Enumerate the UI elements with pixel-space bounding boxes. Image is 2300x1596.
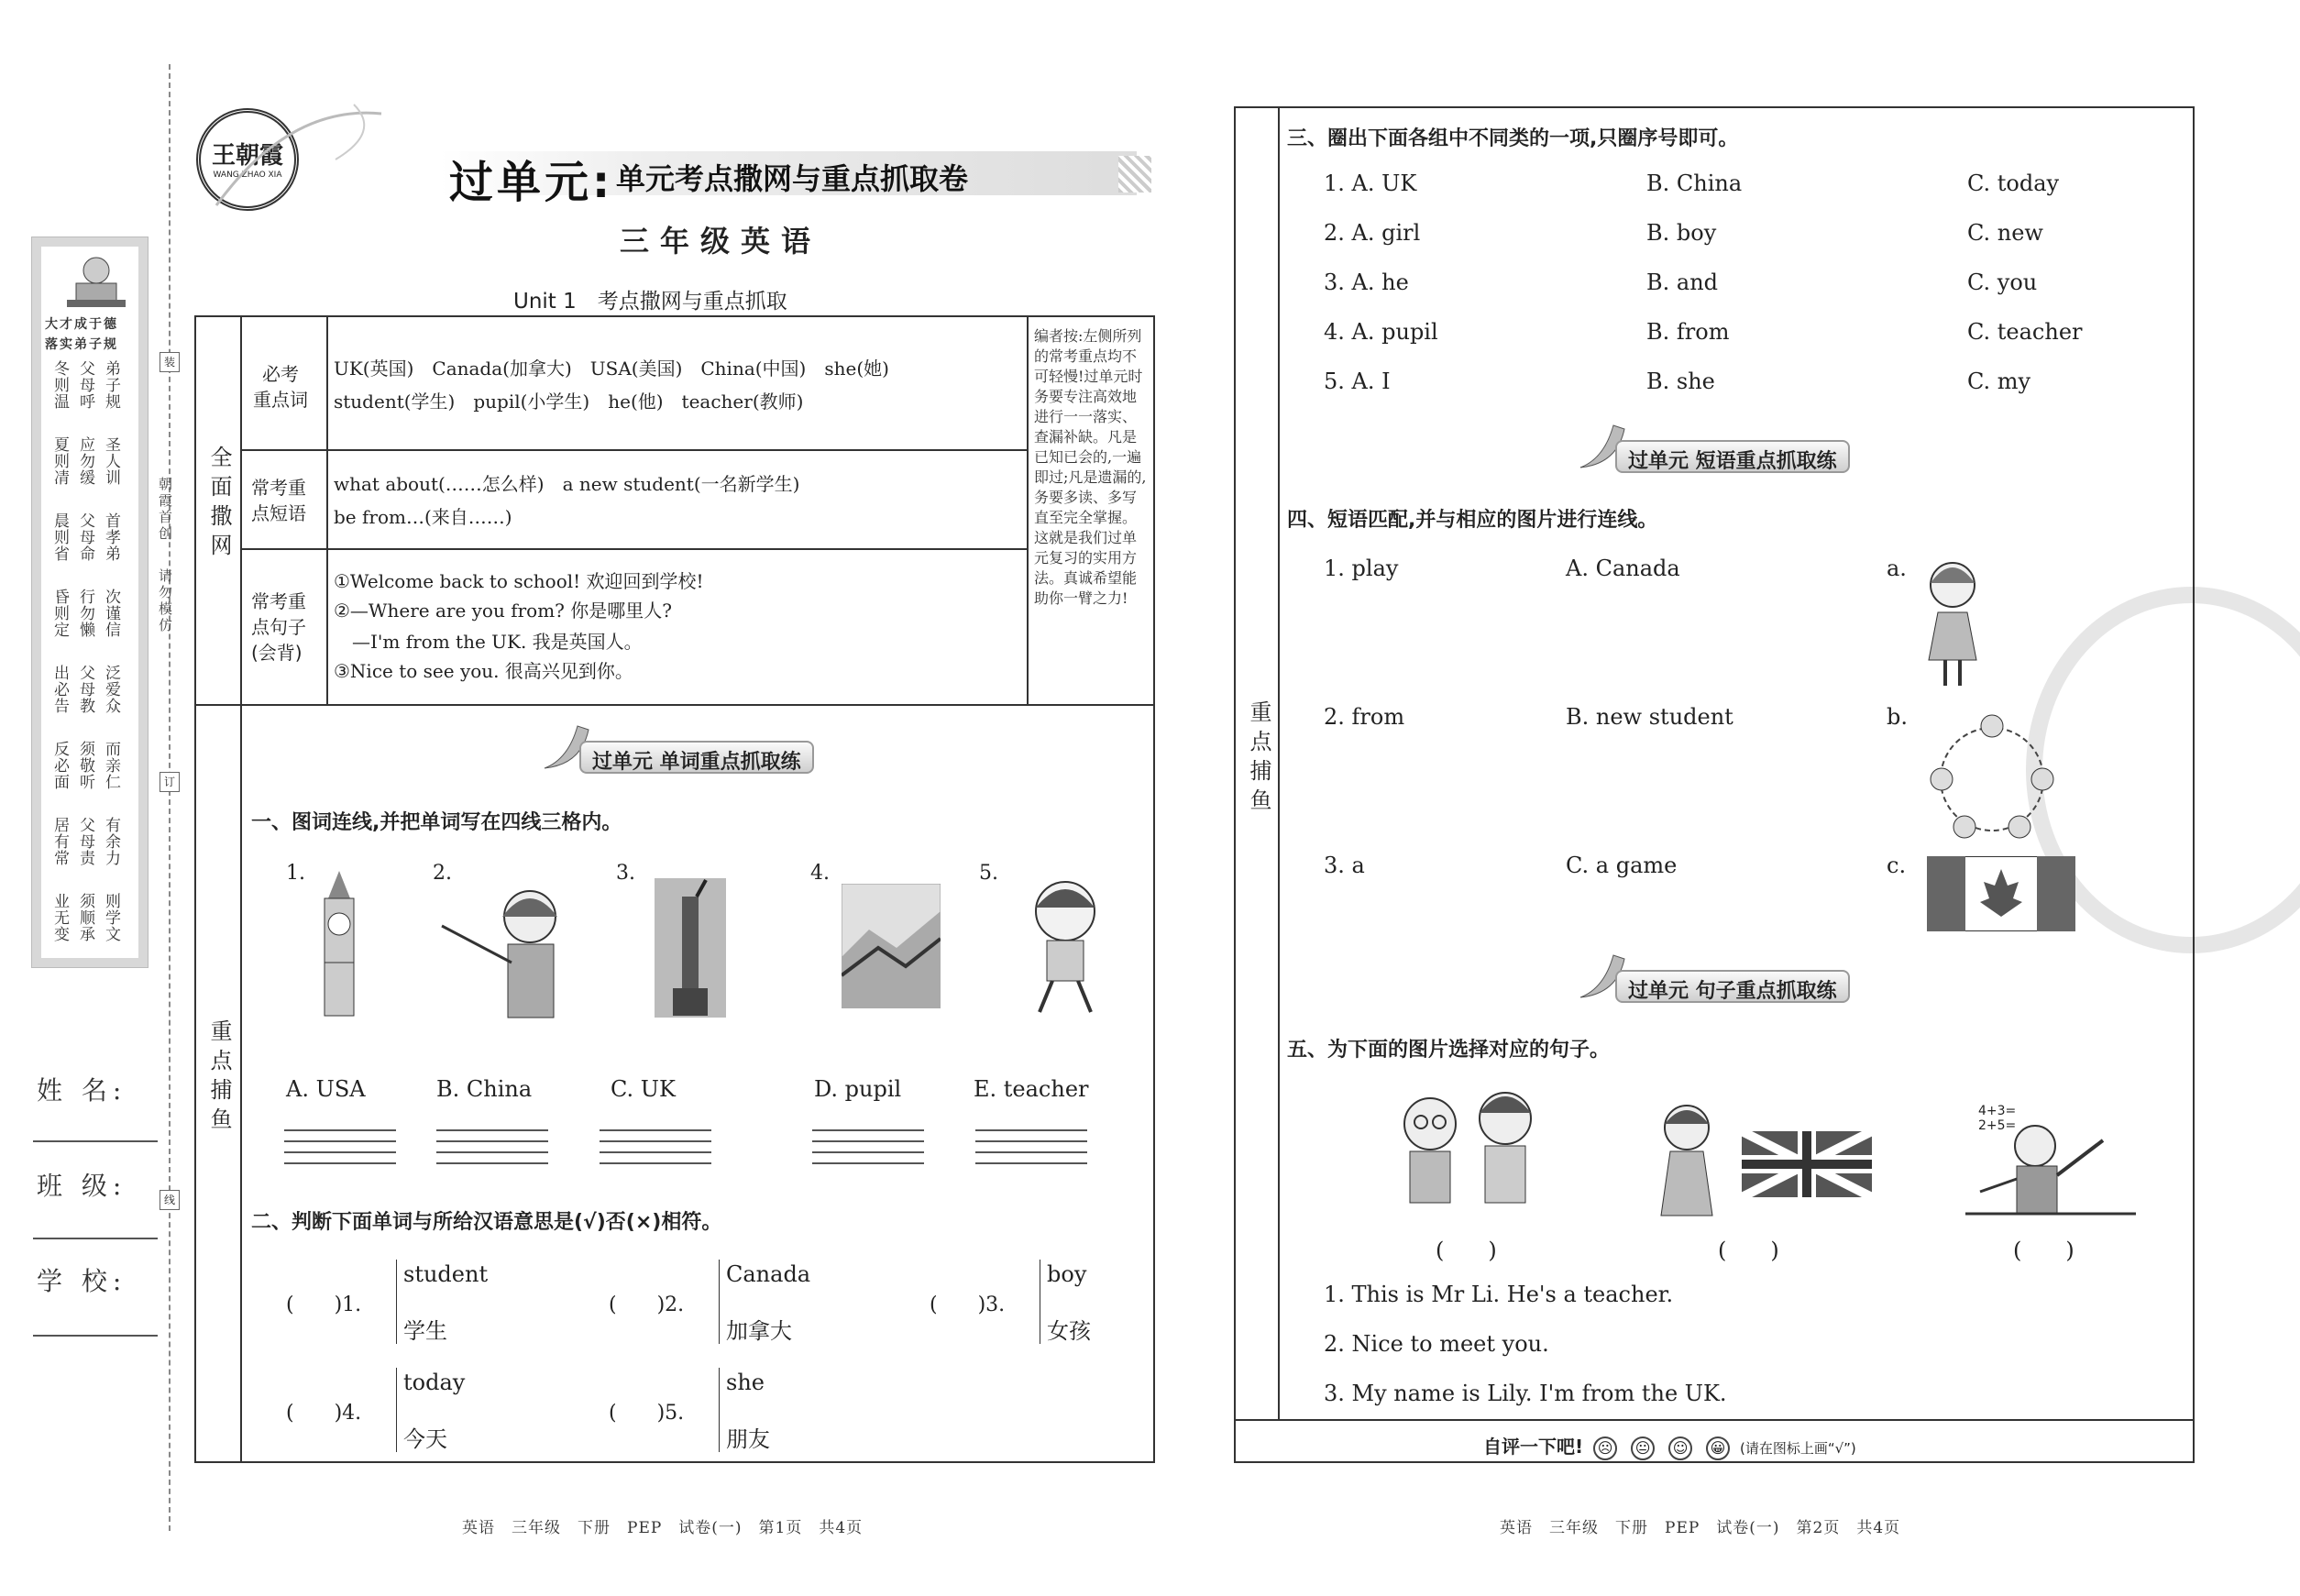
q2-item-2-num[interactable]: ( )2. <box>609 1293 685 1316</box>
left-label-focus: 重点捕鱼 <box>206 1019 232 1137</box>
teacher-picture <box>438 880 578 1027</box>
key-phrases-line-2: be from…(来自……) <box>334 506 512 528</box>
girl-picture[interactable] <box>1918 557 1987 691</box>
school-field[interactable] <box>33 1335 158 1337</box>
q3-option[interactable]: B. and <box>1646 270 1719 295</box>
title-sub: 单元考点撒网与重点抓取卷 <box>616 161 969 196</box>
class-label: 班 级: <box>37 1171 127 1201</box>
boy-picture <box>1012 875 1117 1016</box>
q5-bracket-3[interactable]: ( ) <box>2013 1238 2074 1263</box>
q3-option[interactable]: 2. A. girl <box>1324 220 1421 246</box>
smile-face-icon[interactable]: ☺ <box>1668 1436 1692 1460</box>
row3-label-c: (会背) <box>251 642 303 664</box>
q3-option[interactable]: B. she <box>1646 369 1715 394</box>
verse-column: 昏则定 <box>50 589 69 638</box>
q4-letter-a: a. <box>1887 556 1907 581</box>
key-sentence-2b: —I'm from the UK. 我是英国人。 <box>334 631 643 653</box>
q4-left-2[interactable]: 2. from <box>1324 704 1405 730</box>
verse-column: 首孝弟 <box>102 512 120 562</box>
verse-column: 则学文 <box>102 893 120 942</box>
q3-option[interactable]: C. new <box>1967 220 2043 246</box>
binding-line <box>169 64 171 1531</box>
verse-column: 须顺承 <box>76 893 94 942</box>
unit-title: Unit 1 考点撒网与重点抓取 <box>513 290 787 314</box>
writing-lines-5[interactable] <box>975 1129 1087 1172</box>
q1-num-1: 1. <box>286 862 305 885</box>
row2-label-a: 常考重 <box>251 477 306 499</box>
teacher-board-picture <box>1965 1118 2136 1217</box>
writing-lines-1[interactable] <box>284 1129 396 1172</box>
verse-column: 居有常 <box>50 817 69 866</box>
verse-column: 而亲仁 <box>102 741 120 790</box>
q5-sentence-2: 2. Nice to meet you. <box>1324 1331 1549 1357</box>
children-circle-picture[interactable] <box>1923 706 2061 843</box>
sad-face-icon[interactable]: ☹ <box>1593 1436 1617 1460</box>
verse-column: 行勿懒 <box>76 589 94 638</box>
q2-item-5-en: she <box>726 1370 765 1395</box>
great-wall-picture <box>842 884 941 1008</box>
footer-left: 英语 三年级 下册 PEP 试卷(一) 第1页 共4页 <box>462 1519 864 1537</box>
q3-option[interactable]: C. today <box>1967 171 2060 196</box>
canada-flag-picture[interactable] <box>1927 856 2075 931</box>
key-sentence-1: ①Welcome back to school! 欢迎回到学校! <box>334 570 704 592</box>
q2-item-2-cn: 加拿大 <box>726 1318 792 1344</box>
copyright-note-1: 朝霞首创 <box>157 477 173 543</box>
q3-option[interactable]: 5. A. I <box>1324 369 1391 394</box>
verse-column: 业无变 <box>50 893 69 942</box>
q1-title: 一、图词连线,并把单词写在四线三格内。 <box>251 811 622 834</box>
seal-3: 线 <box>160 1190 180 1210</box>
logo-sub: WANG ZHAO XIA <box>213 171 282 180</box>
verse-column: 应勿缓 <box>76 436 94 486</box>
verse-column: 反必面 <box>50 741 69 790</box>
q3-option[interactable]: C. you <box>1967 270 2038 295</box>
q2-item-1-cn: 学生 <box>403 1318 447 1344</box>
school-label: 学 校: <box>37 1266 127 1296</box>
q2-item-4-en: today <box>403 1370 466 1395</box>
verse-column: 父母呼 <box>76 360 94 410</box>
verse-column: 出必告 <box>50 665 69 714</box>
statue-of-liberty-picture <box>655 878 726 1018</box>
q1-num-5: 5. <box>979 862 998 885</box>
key-sentence-2: ②—Where are you from? 你是哪里人? <box>334 600 672 622</box>
motto-line-1: 大才成于德 <box>45 317 118 332</box>
class-field[interactable] <box>33 1238 158 1239</box>
q1-num-2: 2. <box>433 862 452 885</box>
row1-label-b: 重点词 <box>253 389 308 411</box>
verse-column: 父母责 <box>76 817 94 866</box>
q3-option[interactable]: 1. A. UK <box>1324 171 1417 196</box>
footer-right: 英语 三年级 下册 PEP 试卷(一) 第2页 共4页 <box>1500 1519 1901 1537</box>
q1-option-a: A. USA <box>286 1076 366 1102</box>
big-ben-picture <box>314 871 365 1018</box>
ribbon-decoration <box>180 95 391 224</box>
two-kids-picture <box>1382 1085 1557 1221</box>
q2-item-5-num[interactable]: ( )5. <box>609 1402 685 1425</box>
word-practice-banner: 过单元 单词重点抓取练 <box>579 741 814 774</box>
writing-lines-4[interactable] <box>812 1129 924 1172</box>
verse-column: 父母命 <box>76 512 94 562</box>
key-words-line-1: UK(英国) Canada(加拿大) USA(美国) China(中国) she(她) <box>334 358 889 380</box>
grade-title: 三年级英语 <box>620 224 822 259</box>
writing-lines-2[interactable] <box>436 1129 548 1172</box>
verse-column: 弟子规 <box>102 360 120 410</box>
grin-face-icon[interactable]: 😀 <box>1706 1436 1730 1460</box>
writing-lines-3[interactable] <box>600 1129 711 1172</box>
q1-option-b: B. China <box>436 1076 533 1102</box>
verse-column: 须敬听 <box>76 741 94 790</box>
copyright-note-2: 请勿模仿 <box>157 568 173 634</box>
q2-item-5-cn: 朋友 <box>726 1426 770 1452</box>
q4-mid-2[interactable]: B. new student <box>1566 704 1733 730</box>
q3-option[interactable]: B. China <box>1646 171 1743 196</box>
self-eval-label: 自评一下吧! <box>1483 1436 1584 1458</box>
q2-title: 二、判断下面单词与所给汉语意思是(√)否(×)相符。 <box>251 1211 722 1234</box>
row2-label-b: 点短语 <box>251 502 306 524</box>
row1-label-a: 必考 <box>262 363 299 385</box>
q3-option[interactable]: B. from <box>1646 319 1730 345</box>
seal-2: 订 <box>160 772 180 792</box>
verse-column: 冬则温 <box>50 360 69 410</box>
self-eval <box>1483 1432 1856 1460</box>
right-label-focus: 重点捕鱼 <box>1246 700 1271 818</box>
q3-option[interactable]: C. teacher <box>1967 319 2083 345</box>
q1-option-d: D. pupil <box>814 1076 902 1102</box>
verse-column: 泛爱众 <box>102 665 120 714</box>
q4-mid-1[interactable]: A. Canada <box>1566 556 1680 581</box>
title-main: 过单元: <box>449 157 614 208</box>
q2-item-2-en: Canada <box>726 1261 811 1287</box>
motto-line-2: 落实弟子规 <box>45 337 118 352</box>
q3-option[interactable]: 3. A. he <box>1324 270 1409 295</box>
name-field[interactable] <box>33 1140 158 1142</box>
self-eval-hint: (请在图标上画“√”) <box>1739 1440 1856 1457</box>
verse-column: 有余力 <box>102 817 120 866</box>
q4-title: 四、短语匹配,并与相应的图片进行连线。 <box>1287 509 1658 532</box>
q5-title: 五、为下面的图片选择对应的句子。 <box>1287 1039 1611 1062</box>
row3-label-a: 常考重 <box>251 590 306 612</box>
q4-letter-c: c. <box>1887 853 1907 878</box>
q3-option[interactable]: B. boy <box>1646 220 1717 246</box>
name-label: 姓 名: <box>37 1075 127 1106</box>
neutral-face-icon[interactable]: 😐 <box>1631 1436 1655 1460</box>
q5-bracket-1[interactable]: ( ) <box>1436 1238 1497 1263</box>
banner-pattern <box>1118 156 1151 193</box>
phrase-practice-banner: 过单元 短语重点抓取练 <box>1615 440 1850 473</box>
q4-letter-b: b. <box>1887 704 1908 730</box>
seal-1: 装 <box>160 352 180 372</box>
motto-panel <box>31 237 149 968</box>
girl-uk-flag-picture <box>1656 1096 1876 1223</box>
verse-column: 次谨信 <box>102 589 120 638</box>
verse-column: 夏则凊 <box>50 436 69 486</box>
q2-item-3-num[interactable]: ( )3. <box>930 1293 1006 1316</box>
left-label-overview: 全面撒网 <box>206 446 232 563</box>
q2-item-3-en: boy <box>1047 1261 1087 1287</box>
q2-item-3-cn: 女孩 <box>1047 1318 1091 1344</box>
verse-column: 父母教 <box>76 665 94 714</box>
q5-sentence-1: 1. This is Mr Li. He's a teacher. <box>1324 1282 1674 1307</box>
key-phrases-line-1: what about(……怎么样) a new student(一名新学生) <box>334 473 800 495</box>
q4-left-1[interactable]: 1. play <box>1324 556 1399 581</box>
q2-item-4-num[interactable]: ( )4. <box>286 1402 362 1425</box>
scholar-icon <box>61 252 131 311</box>
q2-item-4-cn: 今天 <box>403 1426 447 1452</box>
q5-bracket-2[interactable]: ( ) <box>1718 1238 1779 1263</box>
q3-option[interactable]: 4. A. pupil <box>1324 319 1438 345</box>
verse-column: 晨则省 <box>50 512 69 562</box>
key-words-line-2: student(学生) pupil(小学生) he(他) teacher(教师) <box>334 391 804 413</box>
key-sentence-3: ③Nice to see you. 很高兴见到你。 <box>334 660 633 682</box>
q5-sentence-3: 3. My name is Lily. I'm from the UK. <box>1324 1381 1727 1406</box>
q1-num-3: 3. <box>616 862 635 885</box>
row3-label-b: 点句子 <box>251 616 306 638</box>
q2-item-1-num[interactable]: ( )1. <box>286 1293 362 1316</box>
logo-text: 王朝霞 <box>211 142 283 170</box>
editor-note: 编者按:左侧所列的常考重点均不可轻慢!过单元时务要专注高效地进行一一落实、查漏补缺。凡是已知已会的,一遍即过;凡是遗漏的,务要多读、多写直至完全掌握。这就是我们过单元复习的实用方法。真诚希望能助你一臂之力! <box>1034 327 1147 607</box>
q2-item-1-en: student <box>403 1261 489 1287</box>
q4-left-3[interactable]: 3. a <box>1324 853 1365 878</box>
q3-option[interactable]: C. my <box>1967 369 2031 394</box>
q3-title: 三、圈出下面各组中不同类的一项,只圈序号即可。 <box>1287 127 1739 150</box>
q1-option-e: E. teacher <box>974 1076 1089 1102</box>
q4-mid-3[interactable]: C. a game <box>1566 853 1678 878</box>
q1-option-c: C. UK <box>611 1076 676 1102</box>
verse-column: 圣人训 <box>102 436 120 486</box>
q1-num-4: 4. <box>810 862 830 885</box>
board-text: 4+3= 2+5= <box>1978 1104 2017 1133</box>
sentence-practice-banner: 过单元 句子重点抓取练 <box>1615 970 1850 1003</box>
